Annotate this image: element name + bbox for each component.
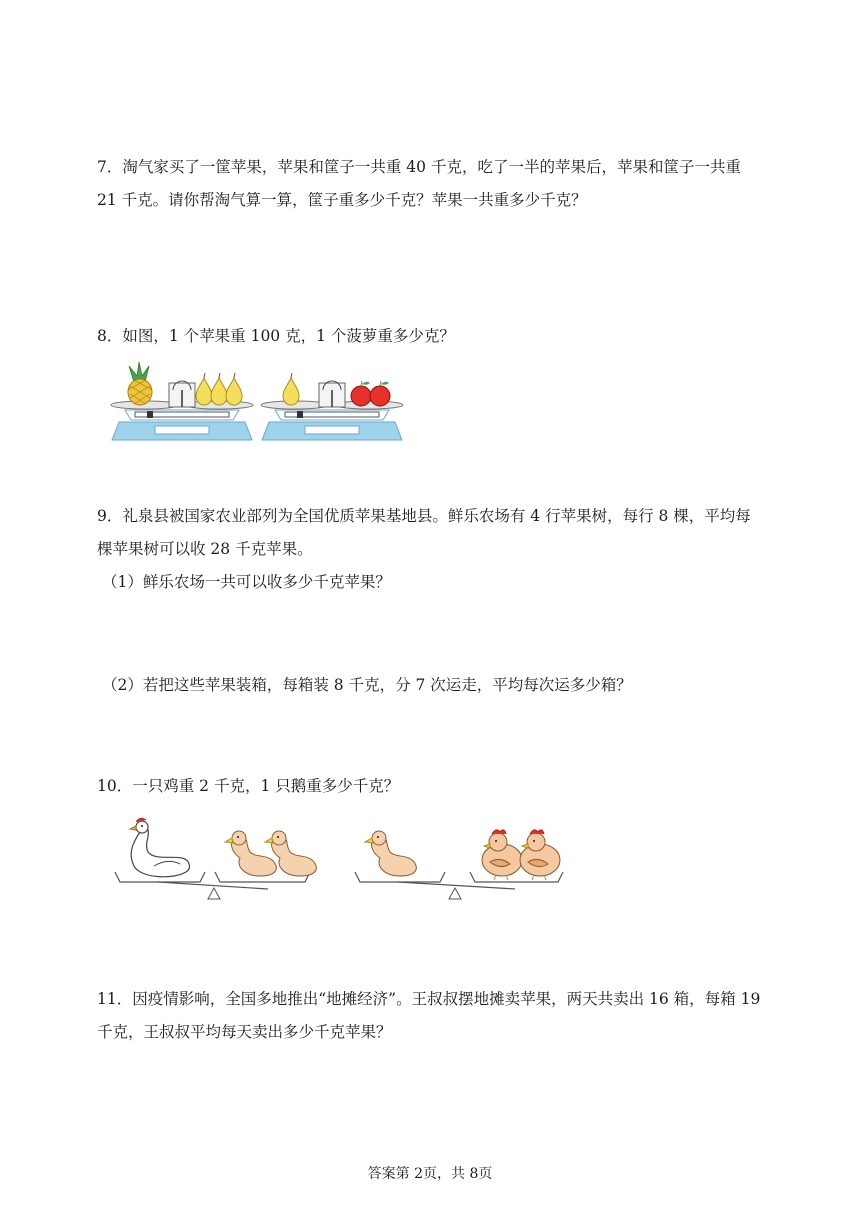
pear-icon <box>283 373 299 405</box>
balance-illustration <box>110 812 570 904</box>
apple-icon <box>351 381 371 406</box>
chicken-icon <box>520 830 560 880</box>
q11-line-2: 千克，王叔叔平均每天卖出多少千克苹果？ <box>97 1023 392 1041</box>
q11-line-1: 11．因疫情影响，全国多地推出“地摊经济”。王叔叔摆地摊卖苹果，两天共卖出 16 箱，每箱 19 <box>97 990 761 1008</box>
balance-left <box>115 818 316 899</box>
q10-text: 10．一只鸡重 2 千克，1 只鹅重多少千克？ <box>97 777 400 795</box>
chicken-icon <box>482 830 522 880</box>
pineapple-icon <box>128 362 152 405</box>
q8-text: 8．如图，1 个苹果重 100 克，1 个菠萝重多少克？ <box>97 327 455 345</box>
q9-subquestion-1: （1）鲜乐农场一共可以收多少千克苹果？ <box>102 573 391 591</box>
q9-line-2: 棵苹果树可以收 28 千克苹果。 <box>97 540 313 558</box>
pear-icon <box>196 373 212 405</box>
goose-icon <box>130 818 189 876</box>
scales-illustration <box>107 360 407 450</box>
balance-right <box>355 830 563 899</box>
q7-line-1: 7．淘气家买了一筐苹果，苹果和筐子一共重 40 千克，吃了一半的苹果后，苹果和筐子一共重 <box>97 158 741 176</box>
apple-icon <box>370 381 390 406</box>
duck-icon <box>225 831 276 876</box>
pear-icon <box>211 373 227 405</box>
q9-subquestion-2: （2）若把这些苹果装箱，每箱装 8 千克，分 7 次运走，平均每次运多少箱？ <box>102 676 632 694</box>
page-footer: 答案第 2页，共 8页 <box>367 1166 493 1182</box>
scale-left <box>111 362 253 440</box>
scale-right <box>261 373 403 440</box>
pear-icon <box>226 373 242 405</box>
q7-line-2: 21 千克。请你帮淘气算一算，筐子重多少千克？苹果一共重多少千克？ <box>97 191 587 209</box>
q9-line-1: 9．礼泉县被国家农业部列为全国优质苹果基地县。鲜乐农场有 4 行苹果树，每行 8 棵，平均每 <box>97 507 751 525</box>
duck-icon <box>365 831 416 876</box>
